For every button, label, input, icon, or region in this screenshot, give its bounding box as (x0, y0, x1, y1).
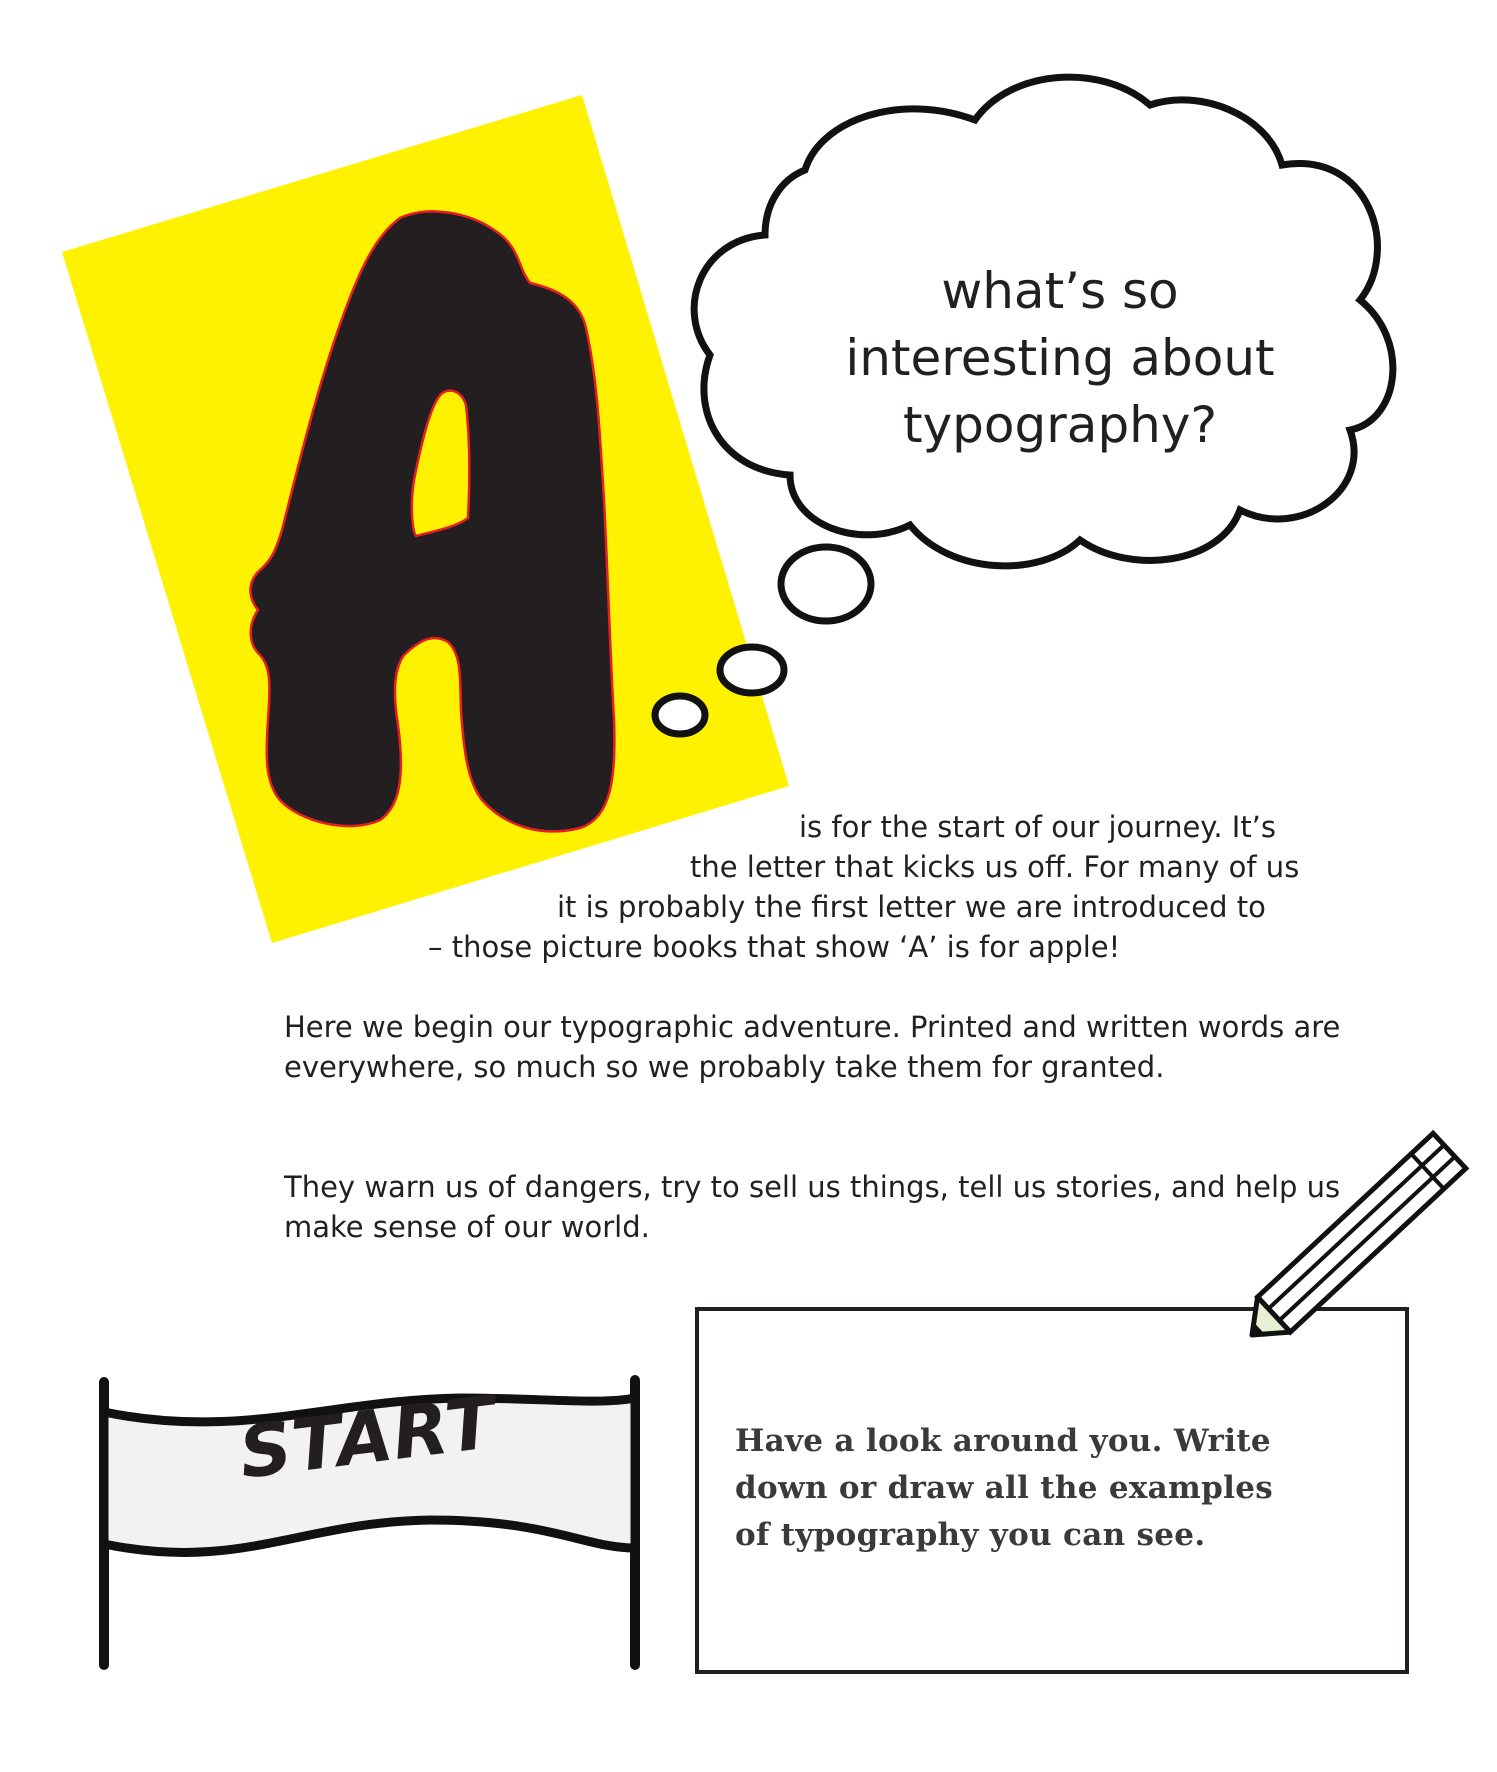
start-label: START (234, 1379, 501, 1495)
activity-line: Have a look around you. Write (735, 1423, 1271, 1459)
intro-line: the letter that kicks us off. For many of us (690, 850, 1300, 884)
activity-line: of typography you can see. (735, 1517, 1206, 1553)
intro-line: it is probably the first letter we are introduced to (557, 890, 1266, 924)
thought-dot-large (781, 547, 871, 621)
thought-line: typography? (902, 396, 1217, 454)
thought-dot-medium (720, 647, 784, 693)
thought-line: what’s so (941, 262, 1179, 320)
intro-line: is for the start of our journey. It’s (799, 810, 1277, 844)
body-paragraph: They warn us of dangers, try to sell us things, tell us stories, and help us make sense of our world. (284, 1170, 1341, 1244)
thought-line: interesting about (845, 329, 1275, 387)
intro-line: – those picture books that show ‘A’ is for apple! (428, 930, 1121, 964)
activity-prompt (735, 1418, 1375, 1559)
thought-dot-small (655, 696, 705, 734)
activity-line: down or draw all the examples (735, 1470, 1273, 1506)
thought-text (795, 258, 1325, 459)
body-paragraph: Here we begin our typographic adventure. Printed and written words are everywhere, so much so we probably take them for granted. (284, 1010, 1341, 1084)
